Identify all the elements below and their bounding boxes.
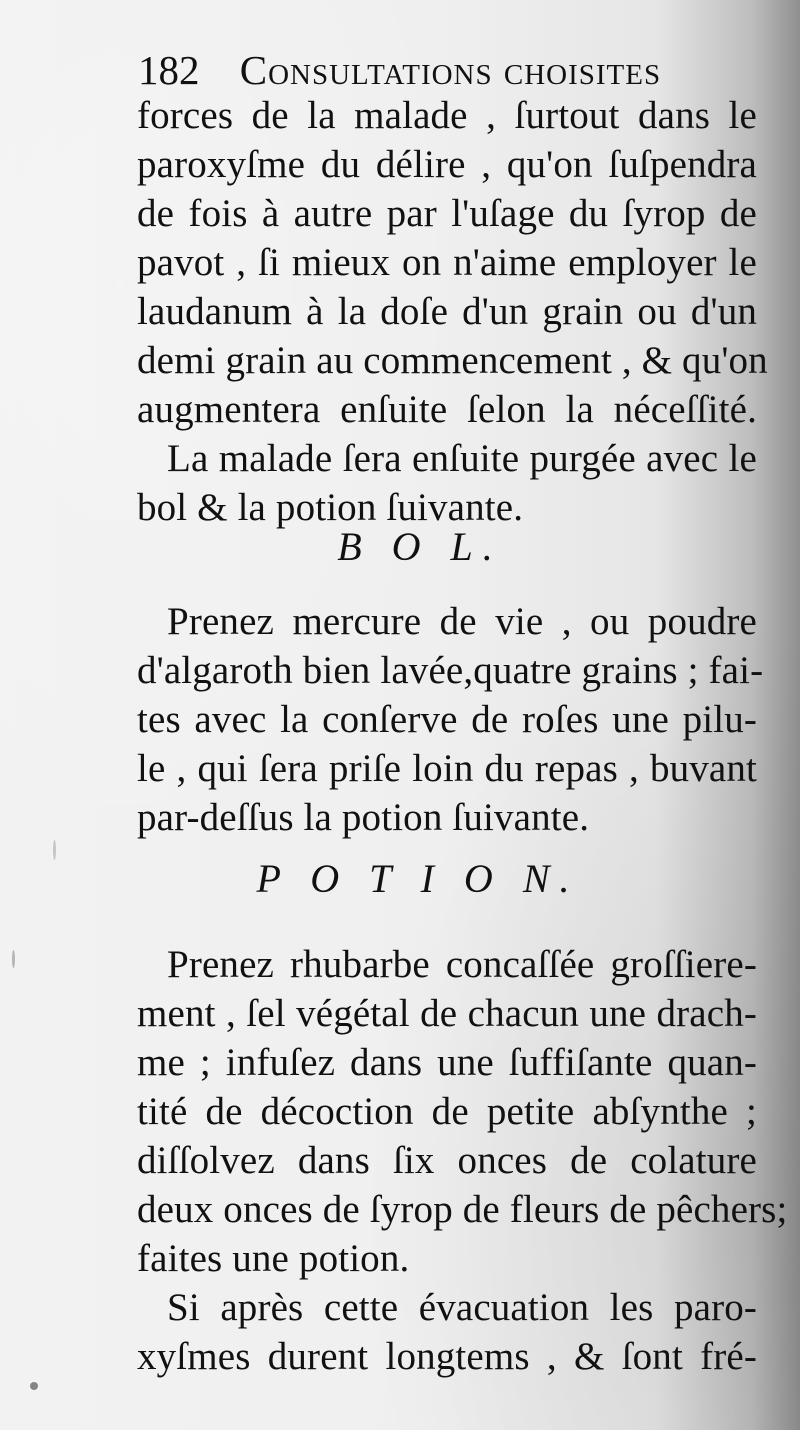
paper-mark xyxy=(12,950,15,968)
text-line: me ; infuſez dans une ſuffiſante quan- xyxy=(137,1041,757,1084)
paper-mark xyxy=(53,840,56,860)
text-line: Prenez rhubarbe concaſſée groſſiere- xyxy=(167,943,757,986)
text-line: tité de décoction de petite abſynthe ; xyxy=(137,1090,757,1133)
text-line: paroxyſme du délire , qu'on ſuſpendra xyxy=(137,143,757,186)
text-line: demi grain au commencement , & qu'on xyxy=(137,339,768,382)
text-line: le , qui ſera priſe loin du repas , buvant xyxy=(137,747,757,790)
text-line: xyſmes durent longtems , & ſont fré- xyxy=(137,1335,757,1378)
section-heading-potion: P O T I O N. xyxy=(256,856,580,901)
ink-spot xyxy=(30,1382,38,1390)
running-head: Consultations choisites xyxy=(239,47,662,93)
potion-text-block xyxy=(137,940,788,1381)
text-line: ment , ſel végétal de chacun une drach- xyxy=(137,992,757,1035)
text-line: Si après cette évacuation les paro- xyxy=(167,1286,757,1329)
text-line: faites une potion. xyxy=(137,1237,410,1280)
section-heading-bol: B O L. xyxy=(337,524,503,569)
text-line: laudanum à la doſe d'un grain ou d'un xyxy=(137,290,757,333)
text-line: par-deſſus la potion ſuivante. xyxy=(137,796,590,839)
text-line: Prenez mercure de vie , ou poudre xyxy=(167,600,757,643)
text-line: augmentera enſuite ſelon la néceſſité. xyxy=(137,388,757,431)
text-line: d'algaroth bien lavée,quatre grains ; fai- xyxy=(137,649,764,692)
text-line: bol & la potion ſuivante. xyxy=(137,486,524,529)
text-line: diſſolvez dans ſix onces de colature xyxy=(137,1139,757,1182)
text-line: tes avec la conſerve de roſes une pilu- xyxy=(137,698,757,741)
bol-text-block xyxy=(137,597,764,842)
text-line: de fois à autre par l'uſage du ſyrop de xyxy=(137,192,757,235)
text-line: forces de la malade , ſurtout dans le xyxy=(137,94,757,137)
page-number: 182 xyxy=(138,47,200,93)
page-header xyxy=(138,46,758,94)
text-line: deux onces de ſyrop de fleurs de pêchers; xyxy=(137,1188,788,1231)
main-text-block xyxy=(137,91,768,532)
text-line: pavot , ſi mieux on n'aime employer le xyxy=(137,241,757,284)
text-line: La malade ſera enſuite purgée avec le xyxy=(167,437,757,480)
